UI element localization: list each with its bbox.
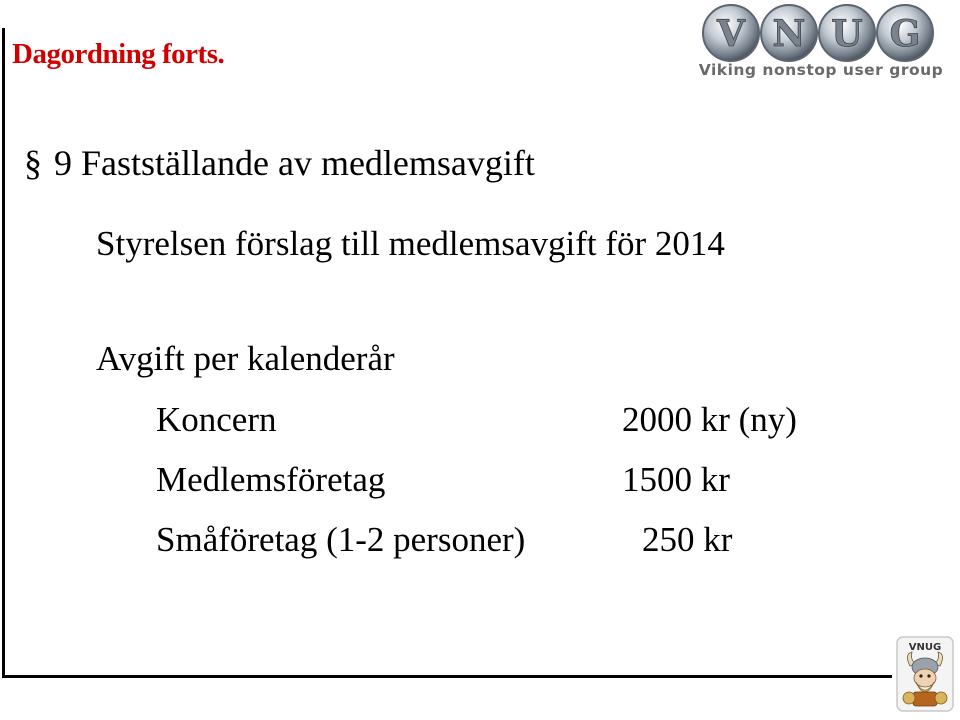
- vnug-logo-circles: [688, 2, 954, 62]
- svg-text:V: V: [717, 13, 745, 55]
- fee-row-koncern: [156, 400, 797, 440]
- fee-amount: 2000 kr (ny): [622, 400, 797, 439]
- paragraph-symbol: §: [24, 143, 42, 183]
- fee-label: Koncern: [156, 400, 277, 439]
- svg-text:U: U: [831, 13, 863, 55]
- svg-text:G: G: [889, 13, 921, 55]
- svg-text:VNUG: VNUG: [908, 642, 942, 653]
- fee-amount: 250 kr: [642, 520, 733, 559]
- svg-text:N: N: [772, 13, 806, 55]
- logo-letter-g: [877, 5, 933, 61]
- fee-row-smaforetag: [156, 520, 733, 560]
- slide-left-border: [2, 28, 5, 678]
- fee-amount: 1500 kr: [622, 460, 730, 499]
- section-heading-text: 9 Fastställande av medlemsavgift: [54, 143, 535, 183]
- section-heading: [24, 142, 535, 184]
- slide-bottom-border: [2, 675, 892, 678]
- slide-title: Dagordning forts.: [12, 38, 225, 70]
- logo-letter-u: [819, 5, 875, 61]
- logo-letter-v: [703, 5, 759, 61]
- logo-letter-n: [761, 5, 817, 61]
- fee-label: Småföretag (1-2 personer): [156, 520, 526, 559]
- fee-row-medlemsforetag: [156, 460, 730, 500]
- vnug-logo: [688, 2, 954, 82]
- fee-intro: Avgift per kalenderår: [96, 339, 395, 378]
- proposal-text: Styrelsen förslag till medlemsavgift för 2014: [96, 224, 725, 263]
- viking-mascot-icon: [896, 636, 954, 712]
- logo-tagline: Viking nonstop user group: [698, 61, 944, 79]
- fee-label: Medlemsföretag: [156, 460, 386, 499]
